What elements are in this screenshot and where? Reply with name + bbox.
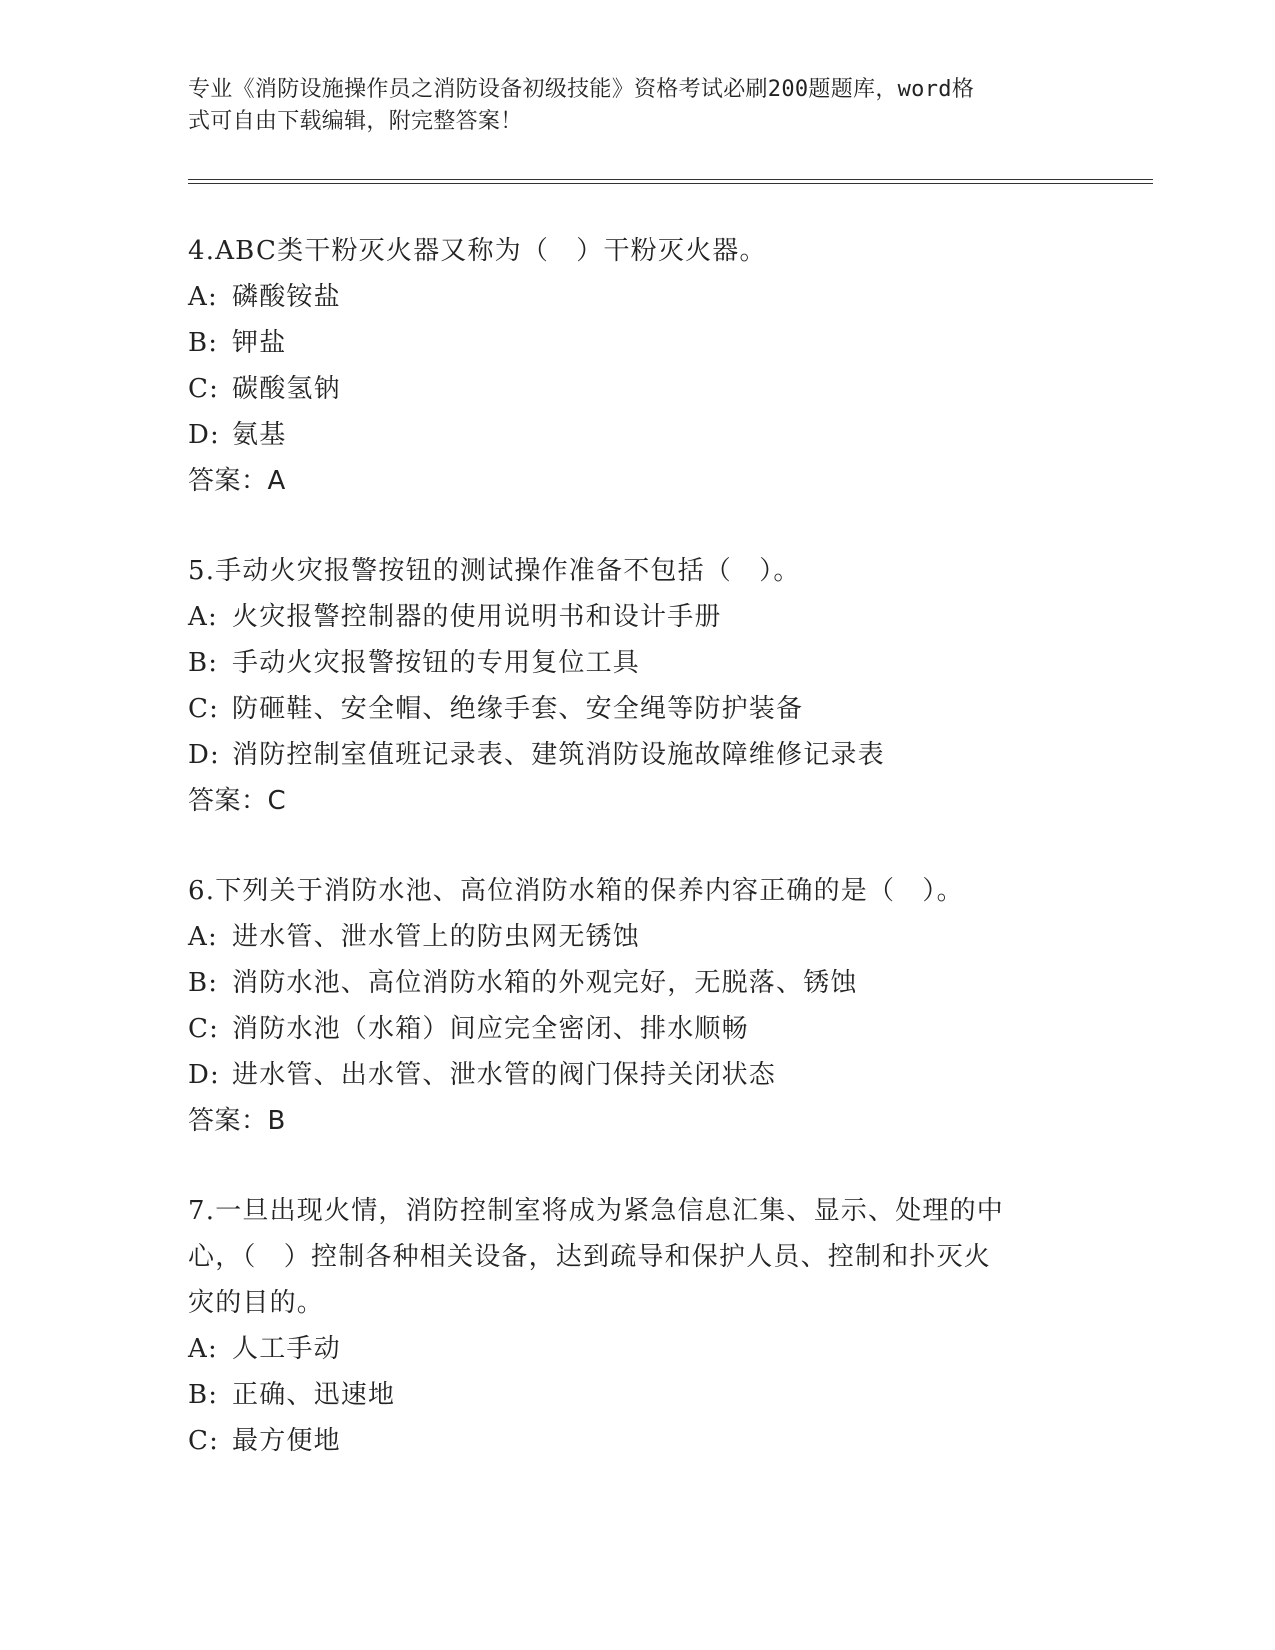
header-line-2: 式可自由下载编辑，附完整答案！ [188, 109, 523, 134]
option-text: 消防水池、高位消防水箱的外观完好，无脱落、锈蚀 [232, 968, 858, 998]
option-text: 磷酸铵盐 [232, 282, 341, 312]
option-a [188, 274, 1068, 320]
option-letter: B: [188, 968, 219, 998]
answer-line: 答案：C [188, 786, 287, 816]
question-stem-line-2: 心，（ ）控制各种相关设备，达到疏导和保护人员、控制和扑灭火 [188, 1242, 992, 1272]
option-letter: B: [188, 648, 219, 678]
option-letter: B: [188, 1380, 219, 1410]
option-letter: A: [188, 602, 218, 632]
option-b [188, 640, 1068, 686]
option-letter: A: [188, 922, 218, 952]
option-text: 消防控制室值班记录表、建筑消防设施故障维修记录表 [232, 740, 885, 770]
option-text: 最方便地 [232, 1426, 341, 1456]
option-a [188, 594, 1068, 640]
option-c [188, 366, 1068, 412]
answer-line: 答案：B [188, 1106, 286, 1136]
question-5 [188, 548, 1068, 824]
header-divider-top [188, 179, 1153, 180]
option-d [188, 412, 1068, 458]
header-line-1: 专业《消防设施操作员之消防设备初级技能》资格考试必刷200题题库，word格 [188, 77, 975, 102]
option-text: 碳酸氢钠 [232, 374, 341, 404]
question-stem-line-3: 灾的目的。 [188, 1288, 325, 1318]
option-d [188, 732, 1068, 778]
option-letter: D: [188, 740, 221, 770]
option-letter: A: [188, 1334, 218, 1364]
option-letter: D: [188, 1060, 221, 1090]
document-header [188, 74, 1068, 138]
option-text: 进水管、泄水管上的防虫网无锈蚀 [232, 922, 641, 952]
option-text: 正确、迅速地 [232, 1380, 396, 1410]
question-7 [188, 1188, 1068, 1464]
option-a [188, 914, 1068, 960]
option-letter: D: [188, 420, 221, 450]
question-6 [188, 868, 1068, 1144]
question-stem: 4.ABC类干粉灭火器又称为（ ）干粉灭火器。 [188, 236, 767, 266]
option-text: 火灾报警控制器的使用说明书和设计手册 [232, 602, 722, 632]
option-text: 防砸鞋、安全帽、绝缘手套、安全绳等防护装备 [232, 694, 804, 724]
question-4 [188, 228, 1068, 504]
option-c [188, 1418, 1068, 1464]
option-letter: C: [188, 1426, 220, 1456]
option-b [188, 1372, 1068, 1418]
option-a [188, 1326, 1068, 1372]
option-b [188, 320, 1068, 366]
question-stem: 6.下列关于消防水池、高位消防水箱的保养内容正确的是（ ）。 [188, 876, 964, 906]
header-divider-bottom [188, 183, 1153, 184]
option-text: 钾盐 [232, 328, 287, 358]
option-text: 人工手动 [232, 1334, 341, 1364]
question-stem: 5.手动火灾报警按钮的测试操作准备不包括（ ）。 [188, 556, 801, 586]
option-d [188, 1052, 1068, 1098]
option-text: 手动火灾报警按钮的专用复位工具 [232, 648, 641, 678]
question-stem-line-1: 7.一旦出现火情，消防控制室将成为紧急信息汇集、显示、处理的中 [188, 1196, 1005, 1226]
option-text: 氨基 [232, 420, 287, 450]
option-letter: B: [188, 328, 219, 358]
option-letter: C: [188, 1014, 220, 1044]
option-letter: C: [188, 694, 220, 724]
option-letter: A: [188, 282, 218, 312]
answer-line: 答案：A [188, 466, 286, 496]
option-letter: C: [188, 374, 220, 404]
option-c [188, 686, 1068, 732]
option-text: 消防水池（水箱）间应完全密闭、排水顺畅 [232, 1014, 749, 1044]
option-text: 进水管、出水管、泄水管的阀门保持关闭状态 [232, 1060, 777, 1090]
option-b [188, 960, 1068, 1006]
option-c [188, 1006, 1068, 1052]
